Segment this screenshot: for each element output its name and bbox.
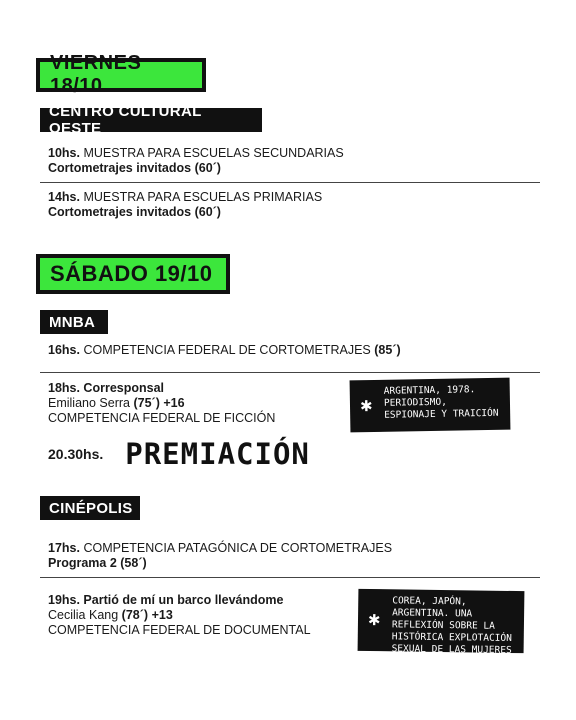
note-box-partio: [358, 589, 525, 656]
premiacion-time: 20.30hs.: [48, 446, 104, 462]
event-section: COMPETENCIA FEDERAL DE FICCIÓN: [48, 411, 276, 425]
event-title: 19hs. Partió de mí un barco llevándome: [48, 593, 284, 607]
event-saturday-17hs: [48, 541, 392, 571]
note-box-corresponsal: [350, 378, 511, 433]
event-director: Cecilia Kang: [48, 608, 119, 622]
event-title: 18hs. Corresponsal: [48, 381, 165, 395]
note-text: ARGENTINA, 1978. PERIODISMO, ESPIONAJE Y TRAICIÓN: [383, 384, 499, 421]
event-duration: (78´): [121, 608, 149, 622]
asterisk-star-icon: ✱: [359, 397, 373, 416]
event-corresponsal: [48, 381, 275, 426]
event-time: 10hs.: [48, 146, 80, 160]
event-duration: (60´): [194, 161, 221, 175]
event-friday-10hs: [48, 146, 344, 176]
venue-label: CINÉPOLIS: [49, 499, 133, 517]
venue-cinepolis: [40, 496, 140, 520]
event-duration: (75´): [133, 396, 160, 410]
venue-label: MNBA: [49, 313, 96, 331]
event-friday-14hs: [48, 190, 322, 220]
event-duration: (85´): [374, 343, 401, 357]
event-partio: [48, 593, 311, 638]
event-rating: +16: [163, 396, 185, 410]
event-duration: (58´): [120, 556, 147, 570]
divider: [40, 182, 540, 183]
event-saturday-16hs: [48, 343, 401, 358]
premiacion-title: PREMIACIÓN: [125, 437, 310, 471]
event-duration: (60´): [194, 205, 221, 219]
saturday-day-badge: [36, 254, 230, 294]
event-title: Cortometrajes invitados: [48, 161, 192, 175]
event-time: 16hs.: [48, 343, 80, 357]
event-section: COMPETENCIA FEDERAL DE DOCUMENTAL: [48, 623, 311, 637]
asterisk-star-icon: ✱: [367, 610, 381, 630]
event-text: MUESTRA PARA ESCUELAS SECUNDARIAS: [83, 146, 344, 160]
saturday-day-label: SÁBADO 19/10: [50, 261, 213, 286]
friday-day-label: VIERNES 18/10: [50, 52, 142, 97]
event-text: COMPETENCIA FEDERAL DE CORTOMETRAJES: [83, 343, 371, 357]
event-title: Cortometrajes invitados: [48, 205, 192, 219]
note-text: COREA, JAPÓN, ARGENTINA. UNA REFLEXIÓN SOBRE LA HISTÓRICA EXPLOTACIÓN SEXUAL DE LAS MUJERES: [391, 595, 512, 656]
event-title: Programa 2: [48, 556, 117, 570]
divider: [40, 577, 540, 578]
event-director: Emiliano Serra: [48, 396, 130, 410]
friday-day-badge: [36, 52, 206, 97]
event-time: 17hs.: [48, 541, 80, 555]
venue-mnba: [40, 310, 108, 334]
event-time: 14hs.: [48, 190, 80, 204]
event-rating: +13: [151, 608, 173, 622]
premiacion-row: [48, 437, 310, 471]
event-text: MUESTRA PARA ESCUELAS PRIMARIAS: [83, 190, 323, 204]
venue-label: CENTRO CULTURAL OESTE: [49, 103, 202, 137]
divider: [40, 372, 540, 373]
event-text: COMPETENCIA PATAGÓNICA DE CORTOMETRAJES: [83, 541, 393, 555]
venue-centro-cultural-oeste: [40, 103, 262, 137]
